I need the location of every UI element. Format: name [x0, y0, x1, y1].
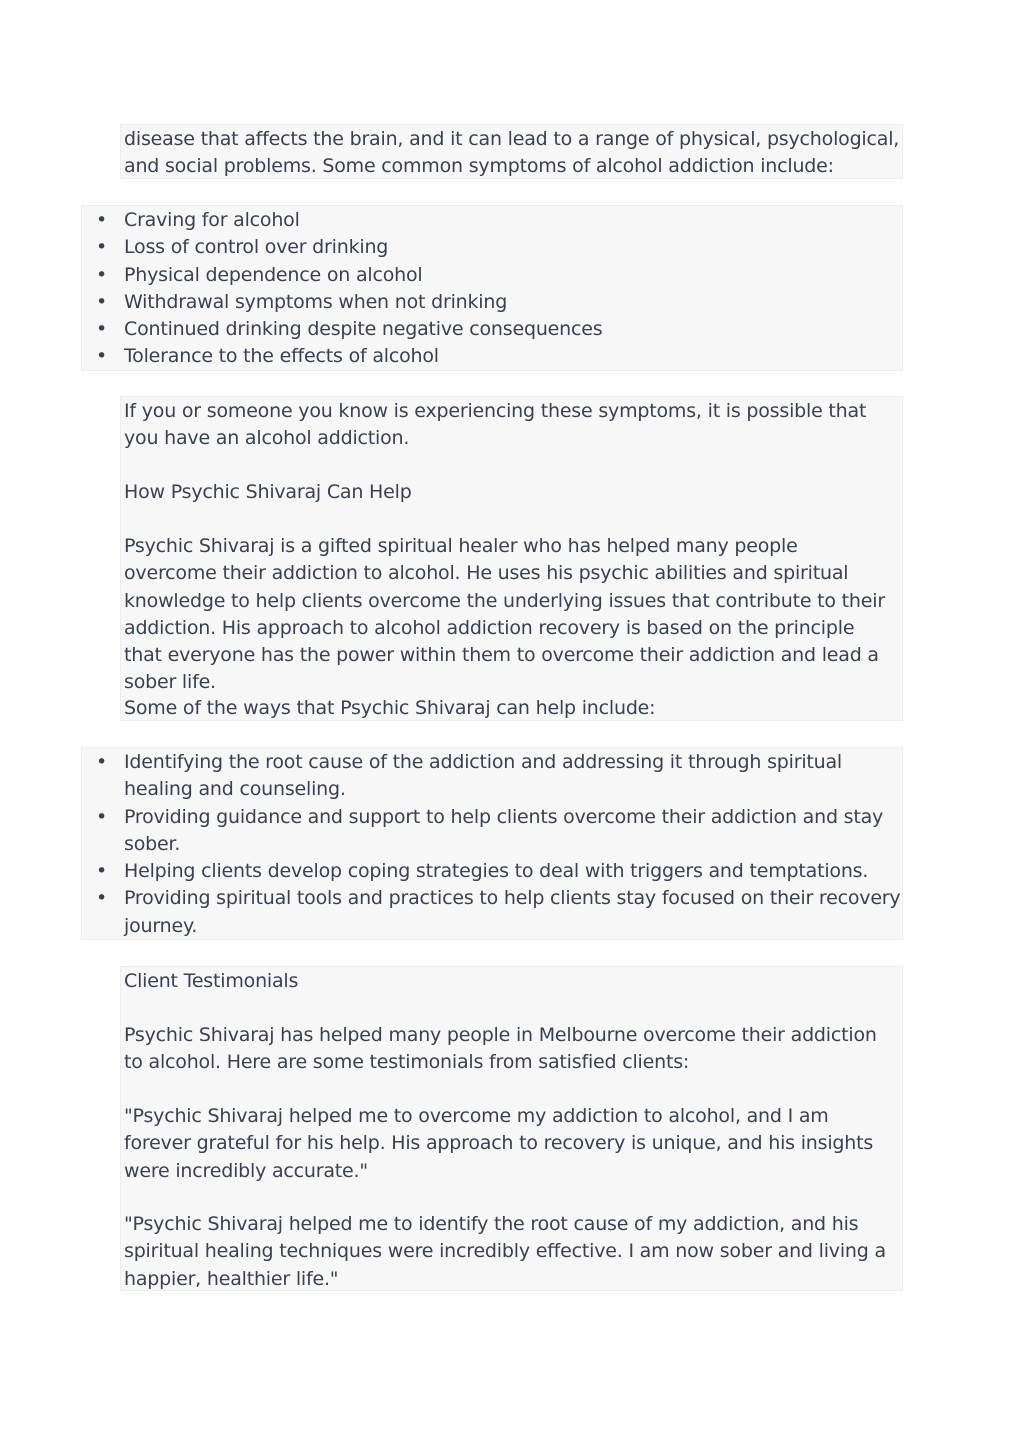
bullet-icon: •	[96, 887, 108, 910]
ways-list-block	[81, 747, 903, 940]
testimonials-heading: Client Testimonials	[124, 970, 299, 992]
list-item-text: Craving for alcohol	[124, 209, 300, 231]
list-item-text: Tolerance to the effects of alcohol	[124, 345, 439, 368]
help-section-block	[120, 396, 903, 721]
testimonial-quote: "Psychic Shivaraj helped me to overcome my addiction to alcohol, and I am forever grateful for his help. His approach to recovery is unique, and his insights were incredibly accurate."	[124, 1105, 874, 1182]
intro-line-2: and social problems. Some common symptoms of alcohol addiction include:	[124, 155, 834, 177]
bullet-icon: •	[96, 236, 108, 259]
ways-intro: Some of the ways that Psychic Shivaraj can help include:	[124, 697, 656, 719]
list-item	[96, 858, 902, 885]
list-item	[96, 885, 902, 940]
section-heading: How Psychic Shivaraj Can Help	[124, 481, 412, 503]
list-item	[96, 804, 902, 859]
list-item	[96, 234, 900, 261]
list-item	[96, 749, 902, 804]
testimonials-intro: Psychic Shivaraj has helped many people in Melbourne overcome their addiction to alcohol. Here are some testimonials from satisfied clients:	[124, 1024, 877, 1074]
list-item	[96, 207, 900, 234]
list-item-text: Identifying the root cause of the addiction and addressing it through spiritual healing and counseling.	[124, 751, 843, 801]
bullet-icon: •	[96, 860, 108, 883]
intro-block	[120, 124, 903, 179]
list-item-text: Continued drinking despite negative consequences	[124, 318, 603, 341]
list-item-text: Providing spiritual tools and practices to help clients stay focused on their recovery journey.	[124, 887, 901, 937]
testimonial-quote: "Psychic Shivaraj helped me to identify the root cause of my addiction, and his spiritual healing techniques were incredibly effective. I am now sober and living a happier, healthier life."	[124, 1213, 886, 1290]
list-item-text: Withdrawal symptoms when not drinking	[124, 290, 508, 313]
testimonials-block	[120, 966, 903, 1291]
bullet-icon: •	[96, 290, 108, 313]
bullet-icon: •	[96, 263, 108, 286]
bullet-icon: •	[96, 751, 108, 773]
symptoms-list	[96, 207, 900, 371]
bullet-icon: •	[96, 805, 108, 828]
about-paragraph: Psychic Shivaraj is a gifted spiritual healer who has helped many people overcome their addiction to alcohol. He uses his psychic abilities and spiritual knowledge to help clients overcome the underlying issues that contribute to their addiction. His approach to alcohol addiction recovery is based on the principle that everyone has the power within them to overcome their addiction and lead a sober life.	[124, 535, 885, 694]
list-item-text: Physical dependence on alcohol	[124, 263, 423, 286]
bullet-icon: •	[96, 318, 108, 341]
list-item	[96, 289, 900, 316]
list-item-text: Helping clients develop coping strategies to deal with triggers and temptations.	[124, 860, 869, 883]
bullet-icon: •	[96, 209, 108, 231]
intro-line-1: disease that affects the brain, and it can lead to a range of physical, psychological,	[124, 128, 900, 150]
symptoms-conclusion: If you or someone you know is experiencing these symptoms, it is possible that you have an alcohol addiction.	[124, 400, 867, 450]
bullet-icon: •	[96, 345, 108, 368]
list-item	[96, 262, 900, 289]
list-item	[96, 343, 900, 370]
symptoms-list-block	[81, 205, 903, 371]
list-item	[96, 316, 900, 343]
list-item-text: Providing guidance and support to help clients overcome their addiction and stay sober.	[124, 805, 884, 855]
list-item-text: Loss of control over drinking	[124, 236, 389, 259]
ways-list	[96, 749, 902, 940]
